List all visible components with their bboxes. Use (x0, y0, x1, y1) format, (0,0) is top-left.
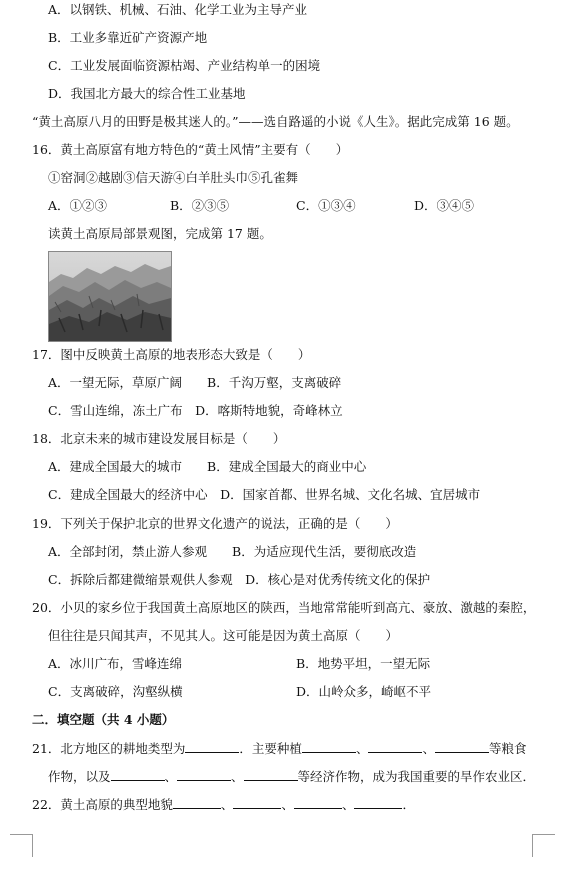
section-heading-fill-in: 二．填空题（共 4 小题） (32, 712, 175, 727)
q22-blank-2[interactable] (233, 796, 281, 809)
q20-stem-line2: 但往往是只闻其声，不见其人。这可能是因为黄土高原（ ） (48, 628, 399, 643)
q21-blank-3[interactable] (368, 740, 422, 753)
q22-line (32, 796, 415, 814)
q17-options-cd: C．雪山连绵，冻土广布 D．喀斯特地貌，奇峰林立 (48, 403, 343, 418)
q21-text-5: 等粮食 (488, 741, 527, 756)
q19-options-ab: A．全部封闭，禁止游人参观 B．为适应现代生活，要彻底改造 (48, 544, 417, 559)
q22-text-4: 、 (341, 797, 355, 812)
q16-items: ①窑洞②越剧③信天游④白羊肚头巾⑤孔雀舞 (48, 170, 299, 185)
q18-stem: 18．北京未来的城市建设发展目标是（ ） (32, 431, 286, 446)
q21-text-7: 、 (164, 769, 178, 784)
q21-text-1: 21．北方地区的耕地类型为 (32, 741, 186, 756)
q18-options-cd: C．建成全国最大的经济中心 D．国家首都、世界名城、文化名城、宜居城市 (48, 487, 481, 502)
q21-line1 (32, 740, 526, 758)
q15-option-a: A．以钢铁、机械、石油、化学工业为主导产业 (48, 2, 308, 17)
q21-blank-5[interactable] (111, 768, 165, 781)
q22-blank-1[interactable] (173, 796, 221, 809)
q21-blank-1[interactable] (185, 740, 239, 753)
q21-text-8: 、 (231, 769, 244, 784)
q17-options-ab: A．一望无际，草原广阔 B．千沟万壑，支离破碎 (48, 375, 342, 390)
q16-option-d: D．③④⑤ (414, 198, 475, 213)
q21-blank-6[interactable] (177, 768, 231, 781)
q21-text-2: ．主要种植 (239, 741, 302, 756)
q21-blank-4[interactable] (435, 740, 489, 753)
q20-option-a: A．冰川广布，雪峰连绵 (48, 656, 183, 671)
q21-blank-2[interactable] (302, 740, 356, 753)
q15-option-c: C．工业发展面临资源枯竭、产业结构单一的困境 (48, 58, 321, 73)
q21-line2 (48, 768, 535, 786)
q22-text-1: 22．黄土高原的典型地貌 (32, 797, 173, 812)
q21-text-3: 、 (355, 741, 369, 756)
q21-text-9: 等经济作物，成为我国重要的旱作农业区． (297, 769, 536, 784)
q20-stem-line1: 20．小贝的家乡位于我国黄土高原地区的陕西，当地常常能听到高亢、豪放、激越的秦腔， (32, 600, 536, 615)
q22-text-2: 、 (220, 797, 234, 812)
q16-option-b: B．②③⑤ (170, 198, 230, 213)
q22-blank-4[interactable] (354, 796, 402, 809)
q16-option-a: A．①②③ (48, 198, 108, 213)
q19-options-cd: C．拆除后都建微缩景观供人参观 D．核心是对优秀传统文化的保护 (48, 572, 431, 587)
q22-blank-3[interactable] (294, 796, 342, 809)
q19-stem: 19．下列关于保护北京的世界文化遗产的说法，正确的是（ ） (32, 516, 398, 531)
q22-text-5: ． (402, 797, 415, 812)
page-corner-mark-right (532, 834, 555, 857)
q20-option-c: C．支离破碎，沟壑纵横 (48, 684, 183, 699)
page-corner-mark-left (10, 834, 33, 857)
q17-stem: 17．图中反映黄土高原的地表形态大致是（ ） (32, 347, 311, 362)
q20-option-b: B．地势平坦，一望无际 (296, 656, 431, 671)
q15-option-d: D．我国北方最大的综合性工业基地 (48, 86, 246, 101)
loess-plateau-landscape-photo (48, 251, 172, 342)
q16-stem: 16．黄土高原富有地方特色的“黄土风情”主要有（ ） (32, 142, 349, 157)
q22-text-3: 、 (281, 797, 294, 812)
q16-option-c: C．①③④ (296, 198, 356, 213)
passage-q16: “黄土高原八月的田野是极其迷人的。”——选自路遥的小说《人生》。据此完成第 16 题。 (32, 114, 519, 129)
q17-intro: 读黄土高原局部景观图，完成第 17 题。 (48, 226, 272, 241)
q21-text-4: 、 (422, 741, 435, 756)
q15-option-b: B．工业多靠近矿产资源产地 (48, 30, 208, 45)
q21-blank-7[interactable] (244, 768, 298, 781)
q21-text-6: 作物，以及 (48, 769, 111, 784)
q20-option-d: D．山岭众多，崎岖不平 (296, 684, 432, 699)
q18-options-ab: A．建成全国最大的城市 B．建成全国最大的商业中心 (48, 459, 367, 474)
